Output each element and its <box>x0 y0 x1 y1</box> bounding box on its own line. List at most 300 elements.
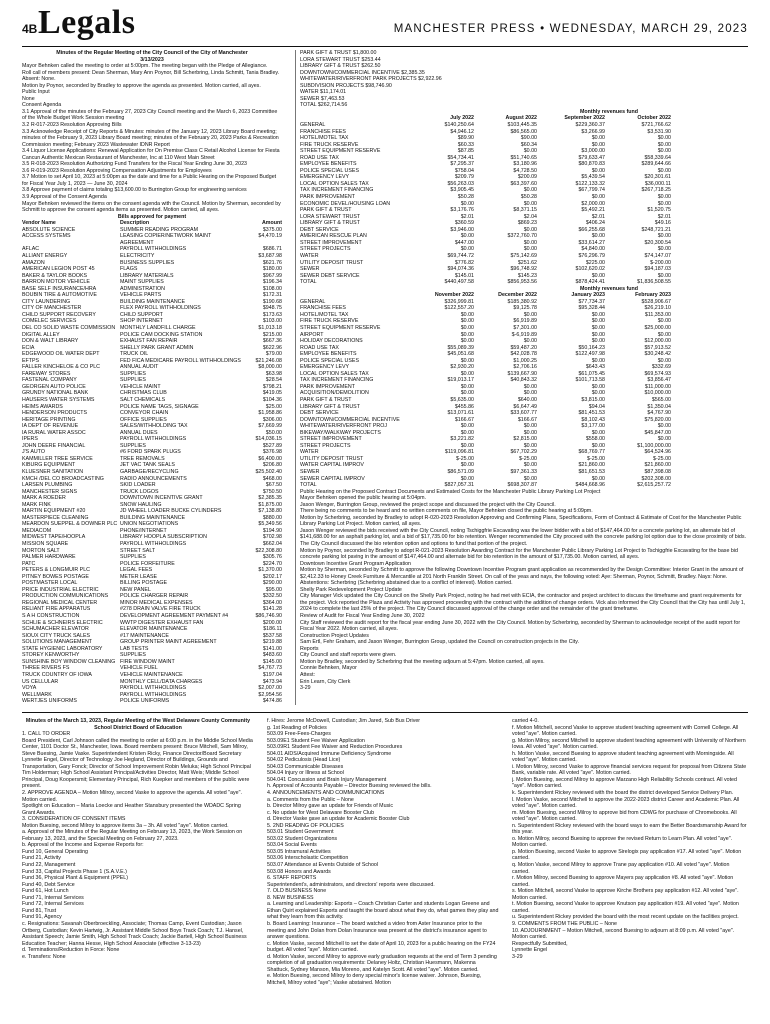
monthly-cell: $0.00 <box>657 194 671 201</box>
monthly-cell: $26,219.10 <box>644 305 671 312</box>
monthly-cell: TOTAL <box>300 482 317 489</box>
monthly-cell: $5,439.54 <box>581 174 605 181</box>
monthly-cell: $640.00 <box>517 396 537 403</box>
paragraph: 3.2 R-017-2023 Resolution Approving Bills <box>22 122 122 129</box>
monthly-cell: $75,820.00 <box>644 416 671 423</box>
monthly-cell: $145.23 <box>517 272 537 279</box>
monthly-cell: $484,668.96 <box>575 482 605 489</box>
bills-cell: $219.88 <box>262 639 282 646</box>
monthly-cell: POLICE SPECIAL USES <box>300 357 359 364</box>
monthly-cell: $856,953.56 <box>507 279 537 286</box>
monthly-cell: DEBT SERVICE <box>300 226 339 233</box>
monthly-cell: STREET PROJECTS <box>300 246 351 253</box>
monthly-cell: $122,557.20 <box>444 305 474 312</box>
bills-cell: RELIANT FIRE APPARATUS <box>22 606 91 613</box>
paragraph: Mayor Behnken opened the public hearing at 5:04pm. <box>300 495 427 502</box>
paragraph: Attest: <box>300 671 316 678</box>
bills-cell: KAMMILLER TREE SERVICE <box>22 455 93 462</box>
monthly-cell: $1,836,508.55 <box>637 279 671 286</box>
paragraph: o. Motion Milroy, second Buesing to approve the revised Return to Learn Plan. All voted "aye". Motion carried. <box>512 835 733 849</box>
bills-cell: BOUBIN TIRE & AUTOMOTIVE <box>22 292 97 299</box>
monthly-cell: $54,734.41 <box>447 154 474 161</box>
monthly-cell: $229,360.37 <box>575 122 605 129</box>
paragraph: There being no comments to be heard and no written comments on file, Mayor Behnken closed the public hearing at 5:09pm. <box>300 508 593 515</box>
paragraph: q. Motion Vaske, second Milroy to approve Trane pay application #10. All voted "aye". Motion carried. <box>512 862 730 875</box>
bills-cell: PAYROLL WITHHOLDINGS <box>120 691 187 698</box>
monthly-cell: $0.00 <box>591 311 605 318</box>
bills-cell: $306.00 <box>262 416 282 423</box>
monthly-cell: $0.00 <box>591 383 605 390</box>
monthly-cell: $81,451.53 <box>578 410 605 417</box>
monthly-cell: LOCAL OPTION SALES TAX <box>300 370 369 377</box>
monthly-cell: ECONOMIC DEVEL/HOUSING LOAN <box>300 200 391 207</box>
school-minutes-text-3 <box>512 718 748 960</box>
monthly-cell: ROAD USE TAX <box>300 154 339 161</box>
monthly-cell: TOTAL <box>300 279 317 286</box>
paragraph: 503.08 Honors and Awards <box>267 868 331 875</box>
bills-cell: SUPPLIES <box>120 377 146 384</box>
monthly-cell: $11,353.00 <box>644 311 671 318</box>
monthly-cell: $69,574.93 <box>644 370 671 377</box>
monthly-cell: $69,744.72 <box>447 252 474 259</box>
monthly-cell: $0.00 <box>657 331 671 338</box>
paragraph: 3.7 Motion to set April 10, 2023 at 5:00pm as the date and time for a Public Hearing on the Proposed Budget for Fiscal Year July 1, 2023 — June 30, 2024 <box>22 174 277 187</box>
bills-cell: REGIONAL MEDICAL CENTER <box>22 599 98 606</box>
monthly-cell: $360.59 <box>454 220 474 227</box>
monthly-cell: AMERICAN RESCUE PLAN <box>300 233 367 240</box>
paragraph: Motion by Poynor, seconded by Bradley to approve the agenda as presented. Motion carried, all ayes. <box>22 82 261 89</box>
bills-cell: RADIO ANNOUNCEMENTS <box>120 475 187 482</box>
city-minutes-continued <box>300 489 748 692</box>
bills-cell: $667.36 <box>262 338 282 345</box>
monthly-cell: $0.00 <box>657 167 671 174</box>
bills-cell: $141.00 <box>262 645 282 652</box>
bills-cell: $702.98 <box>262 534 282 541</box>
monthly-cell: GENERAL <box>300 298 326 305</box>
bills-cell: FLEX PAYROLL WITHHOLDINGS <box>120 305 201 312</box>
bills-cell: $141.28 <box>262 606 282 613</box>
monthly-header-cell: December 2022 <box>498 292 537 299</box>
monthly-cell: $698,307.87 <box>507 482 537 489</box>
bills-cell: J'S AUTO <box>22 449 45 456</box>
bills-cell: HERITAGE PRINTING <box>22 416 76 423</box>
monthly-cell: $758.04 <box>454 167 474 174</box>
bills-cell: BUILDING MAINTENANCE <box>120 298 186 305</box>
paragraph: 503.07 Attendance at Events Outside of School <box>267 862 379 869</box>
bills-cell: POLICE FORFEITURE <box>120 560 175 567</box>
monthly-header-cell: November 2022 <box>434 292 474 299</box>
monthly-cell: PARK GIFT & TRUST <box>300 207 352 214</box>
bills-cell: $180.00 <box>262 266 282 273</box>
bills-cell: POSTMASTER LOCAL <box>22 580 78 587</box>
monthly-cell: $3,221.82 <box>450 436 474 443</box>
monthly-cell: HOTEL/MOTEL TAX <box>300 135 349 142</box>
monthly-cell: $0.00 <box>460 324 474 331</box>
bills-cell: $86,746.90 <box>255 613 282 620</box>
monthly-cell: $558.00 <box>585 436 605 443</box>
monthly-cell: $0.00 <box>657 148 671 155</box>
bills-cell: $290.00 <box>262 580 282 587</box>
monthly-cell: WATER <box>300 449 319 456</box>
monthly-cell: $528,906.67 <box>641 298 671 305</box>
monthly-cell: $185,380.92 <box>507 298 537 305</box>
paragraph: WATER $11,174.01 <box>300 89 347 96</box>
bills-cell: HENDERSON PRODUCTS <box>22 410 88 417</box>
monthly-cell: $89.90 <box>457 135 474 142</box>
bills-cell: GARBAGE/RECYCLING <box>120 469 179 475</box>
monthly-header-cell: January 2023 <box>571 292 605 299</box>
monthly-cell: $57,913.52 <box>644 344 671 351</box>
bills-cell: $67.50 <box>265 482 282 489</box>
monthly-cell: $60.34 <box>520 141 537 148</box>
bills-cell: $186.11 <box>263 626 282 633</box>
paragraph: Connie Behnken, Mayor <box>300 665 357 672</box>
monthly-cell: $6,647.49 <box>513 403 537 410</box>
bills-cell: MISSION SQUARE <box>22 541 69 548</box>
bills-cell: GRUNDY NATIONAL BANK <box>22 390 89 397</box>
monthly-cell: $-25.00 <box>519 455 537 462</box>
bills-cell: OFFICE SUPPLIES <box>120 416 167 423</box>
bills-cell: CHILD SUPPORT <box>120 311 163 318</box>
bills-cell: MEARDON SUEPPEL & DOWNER PLC <box>22 521 118 528</box>
bills-cell: ELECTRICITY <box>120 252 155 259</box>
bills-cell: $172.31 <box>262 292 282 299</box>
monthly-cell: $94.04 <box>588 403 605 410</box>
monthly-cell: $0.00 <box>591 194 605 201</box>
monthly-cell: $58,339.64 <box>644 154 671 161</box>
bills-cell: ACCESS SYSTEMS <box>22 233 71 240</box>
bills-cell: SUPPLIES <box>120 370 146 377</box>
paragraph: 503.02 Student Organizations <box>267 835 338 842</box>
masthead <box>22 4 748 47</box>
monthly-cell: $0.00 <box>591 167 605 174</box>
paragraph: Consent Agenda <box>22 102 62 109</box>
paragraph: s. Motion Mitchell, second Vaske to approve Kirche Brothers pay application #12. All voted "aye". Motion carried. <box>512 888 739 901</box>
paragraph: 504.03 Communicable Diseases <box>267 763 344 770</box>
paragraph: Jason Wenger reviewed the bids received with the City Council, noting Tschiggfrie Excavating was the lower bidder with a bid of $147,464.00 for a concrete parking lot, an alternate bid of $141,688.00 for an asphalt parking lot, and a bid of $17,735.00 for bio retention. Wenger recommended the City proceed with the concrete parking lot option due to the close proximity of bids. The City Council discussed the bio retention option and options to fund that portion of the project. <box>300 527 746 548</box>
bills-cell: $305.76 <box>262 554 282 561</box>
bills-cell: MARK A ROEDER <box>22 495 66 502</box>
monthly-cell: LIBRARY GIFT & TRUST <box>300 220 360 227</box>
monthly-cell: $122,133.32 <box>575 180 605 187</box>
paragraph: 1. CALL TO ORDER <box>22 731 71 738</box>
monthly-cell: $20,301.61 <box>644 174 671 181</box>
paragraph: 5. 2ND READING OF POLICIES <box>267 822 344 829</box>
bills-cell: CHRISTMAS CLUB <box>120 390 167 397</box>
paragraph: LORA STEWART TRUST $253.44 <box>300 56 381 63</box>
bills-cell: IPERS <box>22 436 38 443</box>
bills-cell: ABSOLUTE SCIENCE <box>22 226 76 233</box>
bills-cell: S A H CONSTRUCTION <box>22 613 80 620</box>
monthly-cell: $20,300.54 <box>644 239 671 246</box>
monthly-cell: LOCAL OPTION SALES TAX <box>300 180 369 187</box>
section-title: Legals <box>38 4 136 41</box>
monthly-cell: $74,147.07 <box>644 252 671 259</box>
bills-header-cell: Vendor Name <box>22 220 56 227</box>
paragraph: Roll call of members present: Dean Sherman, Mary Ann Poynor, Bill Scherbring, Linda Schmitt, Tania Bradley. <box>22 69 280 76</box>
monthly-cell: $76,296.79 <box>578 252 605 259</box>
monthly-cell: $0.00 <box>460 475 474 482</box>
monthly-cell: STREET IMPROVEMENT <box>300 436 362 443</box>
paragraph: h. Motion Vaske, second Buesing to approve student teaching agreement with Morningside. All voted "aye". Motion carried. <box>512 750 734 764</box>
bills-cell: $376.98 <box>262 449 282 456</box>
bills-cell: $22,308.80 <box>255 547 282 554</box>
monthly-cell: $-25.00 <box>456 455 474 462</box>
monthly-cell: $2.01 <box>657 213 671 220</box>
paragraph: Motion Buesing, second Milroy to approve items 3a – 3h. All voted "aye". Motion carried. <box>22 822 229 829</box>
bills-cell: JD WHEEL LOADER BUCKE CYLINDERS <box>120 508 222 515</box>
monthly-cell: $0.00 <box>657 246 671 253</box>
monthly-cell: $0.00 <box>460 233 474 240</box>
city-minutes-left-column <box>22 50 282 705</box>
bills-cell: JOHN DEERE FINANCIAL <box>22 442 86 449</box>
bills-cell: $483.60 <box>262 652 282 659</box>
school-minutes-text-1 <box>22 731 254 960</box>
bills-cell: $197.04 <box>262 671 282 678</box>
monthly-cell: $0.00 <box>523 383 537 390</box>
monthly-cell: $0.00 <box>460 357 474 364</box>
section-divider <box>22 712 748 713</box>
paragraph: Mayor Behnken reviewed the items on the consent agenda with the Council. Motion by Sherman, seconded by Schmitt to approve the consent agenda items as presented. Motion carried, all ayes. <box>22 200 281 214</box>
monthly-cell: $0.00 <box>657 233 671 240</box>
monthly-cell: $406.24 <box>585 220 605 227</box>
monthly-cell: $19,013.17 <box>447 377 474 384</box>
paragraph: Jason Wenger, Burrington Group, reviewed the project scope and discussed the project with the City Council. <box>300 501 556 508</box>
bills-cell: KMCH /DEL CO BROADCASTING <box>22 475 104 482</box>
monthly-cell: $67,799.74 <box>578 187 605 194</box>
bills-cell: BUILDING MAINTENANCE <box>120 514 186 521</box>
paragraph: 3.6 R-019-2023 Resolution Approving Compensation Adjustments for Employees <box>22 167 212 174</box>
bills-cell: KIBURG EQUIPMENT <box>22 462 76 469</box>
bills-cell: VEHICLE MAINT <box>120 383 161 390</box>
bills-cell: $79.00 <box>265 351 282 358</box>
monthly-cell: $827,057.31 <box>444 482 474 489</box>
monthly-cell: WATER CAPITAL IMPROV <box>300 462 364 469</box>
bills-cell: SUPPLIES <box>120 652 146 659</box>
monthly-cell: $-6,919.89 <box>511 331 537 338</box>
monthly-cell: $4,728.50 <box>513 167 537 174</box>
bills-cell: CITY OF MANCHESTER <box>22 305 82 312</box>
bills-cell: $194.90 <box>262 527 282 534</box>
paragraph: 504.04 Injury or Illness at School <box>267 770 344 777</box>
bills-cell: PRICE INDUSTRIAL ELECTRIC <box>22 586 99 593</box>
paragraph: f. Hires: Jerome McDowell, Custodian; Jim Jared, Sub Bus Driver <box>267 718 421 724</box>
bills-cell: $8,000.00 <box>258 364 282 371</box>
monthly-cell: $145.01 <box>454 272 474 279</box>
monthly-cell: $3,000.00 <box>581 148 605 155</box>
paragraph: Motion by Bradley, seconded by Scherbring that the meeting adjourn at 5:47pm. Motion carried, all ayes. <box>300 658 545 665</box>
monthly-cell: $0.00 <box>523 239 537 246</box>
monthly-cell: $289,644.66 <box>641 161 671 168</box>
monthly-cell: $63,397.60 <box>510 180 537 187</box>
monthly-cell: $64,524.96 <box>644 449 671 456</box>
paragraph: Spotlight on Education – Maria Loecke and Heather Stansbury presented the WDADC Spring Grant Awards. <box>22 803 241 816</box>
monthly-cell: $0.00 <box>591 331 605 338</box>
paragraph: WHITEWATER/RIVERFRONT PARK PROJECTS $2,922.96 <box>300 76 442 83</box>
bills-cell: POLICE CHARGER REPAIR <box>120 593 189 600</box>
monthly-cell: FRANCHISE FEES <box>300 305 346 312</box>
bills-cell: IA RURAL WATER ASSOC <box>22 429 86 436</box>
monthly-cell: $7,295.37 <box>450 161 474 168</box>
bills-cell: DOWNTOWN INCENTIVE GRANT <box>120 495 203 502</box>
monthly-cell: UTILITY DEPOSIT TRUST <box>300 259 364 266</box>
paragraph: 503.06 Interscholastic Competition <box>267 855 349 862</box>
bills-cell: MIDWEST TAPE/HOOPLA <box>22 534 86 541</box>
paragraph: 10. ADJOURNMENT – Motion Mitchell, second Buesing to adjourn at 8:09 p.m. All voted "aye". Motion carried. <box>512 927 735 941</box>
bills-cell: ANNUAL DUES <box>120 429 158 436</box>
bills-cell: DEL CO SOLID WASTE COMMISSION <box>22 324 116 331</box>
paragraph: l. Motion Vaske, second Mitchell to approve the 2022-2023 district Career and Academic Plan. All voted "aye". Motion carried. <box>512 796 740 810</box>
monthly-cell: $80,870.83 <box>578 161 605 168</box>
monthly-cell: $45,847.00 <box>644 429 671 436</box>
bills-cell: $21,246.08 <box>255 357 282 364</box>
monthly-cell: ACQUISITION/DEMOLITION <box>300 390 369 397</box>
bills-cell: PHONE/INTERNET <box>120 527 167 534</box>
bills-cell: EDGEWOOD OIL WATER DEPT <box>22 351 100 358</box>
paragraph: 8. NEW BUSINESS <box>267 894 314 901</box>
bills-cell: VOYA <box>22 685 37 692</box>
paragraph: e. Transfers: None <box>22 953 66 960</box>
bills-cell: $537.58 <box>262 632 282 639</box>
monthly-cell: $13,071.61 <box>447 410 474 417</box>
monthly-cell: $2,815.00 <box>513 436 537 443</box>
monthly-cell: $0.00 <box>591 429 605 436</box>
bills-cell: PAYROLL WITHHOLDINGS <box>120 436 187 443</box>
monthly-cell: HOTEL/MOTEL TAX <box>300 311 349 318</box>
monthly-cell: $225.00 <box>585 259 605 266</box>
bills-cell: CHILD SUPPORT RECOVERY <box>22 311 96 318</box>
monthly-header-cell: July 2022 <box>450 115 474 122</box>
monthly-header-cell: October 2022 <box>637 115 671 122</box>
bills-cell: BILLING POSTAGE <box>120 580 167 587</box>
monthly-cell: $202,308.00 <box>641 475 671 482</box>
monthly-cell: $776.82 <box>454 259 474 266</box>
monthly-cell: $440,497.58 <box>444 279 474 286</box>
bills-cell: MARK FINK <box>22 501 51 508</box>
bills-cell: $200.00 <box>262 619 282 626</box>
school-minutes-title: Minutes of the March 13, 2023, Regular Meeting of the West Delaware County Community School District Board of Education <box>25 718 251 731</box>
monthly-cell: $372,760.70 <box>507 233 537 240</box>
monthly-cell: LIBRARY GIFT & TRUST <box>300 403 360 410</box>
paragraph: c. Motion Vaske, second Mitchell to set the date of April 10, 2023 for a public hearing on the FY24 budget. All voted "aye". Motion carried. <box>267 940 496 954</box>
bills-cell: BARRON MOTOR VEHICLE <box>22 279 90 286</box>
paragraph: t. Motion Buesing, second Vaske to approve Knutson pay application #19. All voted "aye". Motion carried. <box>512 901 739 914</box>
bills-cell: FAREWAY STORES <box>22 370 71 377</box>
monthly-cell: TAX INCREMENT FINANCING <box>300 377 374 384</box>
monthly-cell: $1,000.25 <box>513 357 537 364</box>
paragraph: a. Learning and Leadership: Esports – Coach Christian Carter and students Logan Greene and Ethan Quirt explained Esports and taught the board about what they do, what games they play and what they learn from this activity. <box>267 901 499 921</box>
monthly-cell: $90.00 <box>520 135 537 142</box>
bills-cell: $3,687.98 <box>258 252 282 259</box>
paragraph: 503.09 Free-Fees-Charges <box>267 731 331 738</box>
monthly-cell: $0.00 <box>460 390 474 397</box>
monthly-cell: FIRE TRUCK RESERVE <box>300 318 359 325</box>
bills-cell: LIBRARY HOOPLA SUBSCRIPTION <box>120 534 207 541</box>
monthly-cell: EMERGENCY LEVY <box>300 174 350 181</box>
paragraph: carried 4-0. <box>512 718 539 724</box>
bills-cell: CONVEYOR CHAIN <box>120 410 169 417</box>
paragraph: Fund 33, Capital Projects Phase 1 (S.A.V.E.) <box>22 868 127 875</box>
monthly-cell: $166.67 <box>517 416 537 423</box>
monthly-cell: $0.00 <box>591 475 605 482</box>
monthly-cell: $3,180.96 <box>513 161 537 168</box>
paragraph: 3-29 <box>300 685 311 692</box>
bills-cell: DON & WALT LIBRARY <box>22 338 79 345</box>
paragraph: 504.01 AIDS/Acquired Immune Deficiency Syndrome <box>267 750 392 757</box>
paragraph: Fund 81, Trust <box>22 907 57 914</box>
bills-cell: METER LEASE <box>120 573 158 580</box>
monthly-cell: $0.00 <box>523 475 537 482</box>
paragraph: 3-29 <box>512 953 523 960</box>
paragraph: Fund 21, Activity <box>22 855 61 862</box>
bills-cell: EXHAUST FAN REPAIR <box>120 338 178 345</box>
bills-cell: MAINT SUPPLIES <box>120 279 164 286</box>
bills-cell: JET VAC TANK SEALS <box>120 462 175 469</box>
monthly-cell: AIRPORT <box>300 331 324 338</box>
paragraph: Sam Ertl, Fehr Graham, and Jason Wenger, Burrington Group, updated the Council on construction projects in the City. <box>300 639 579 646</box>
bills-cell: $1,013.18 <box>258 324 282 331</box>
monthly-header-cell: September 2022 <box>564 115 605 122</box>
monthly-cell: PARK GIFT & TRUST <box>300 396 352 403</box>
monthly-cell: $51,740.65 <box>510 154 537 161</box>
paragraph: City Manager Vick updated the City Council on the Shelly Park Project, noting he had met with ECIA, the contractor and project architect to discuss the timeframe and grant requirements for the project. Vick reported the Plaza and Activity has approved proceeding with the contract with the addition of change orders. Vick also informed the City Council that the City has until July 1, 2024 to complete the last 25% of the project. The City Council discussed approval of the change order and the remainder of the grant timeframe. <box>300 593 746 613</box>
bills-cell: $215.00 <box>262 331 282 338</box>
bills-cell: WWTP DIGESTER EXHAUST FAN <box>120 619 204 626</box>
bills-cell: $880.00 <box>262 514 282 521</box>
bills-cell: BASE SELF INSURANCE/HRA <box>22 285 97 292</box>
monthly-cell: $61,075.45 <box>578 370 605 377</box>
bills-cell: $2,954.56 <box>258 691 282 698</box>
paragraph: c. Resignations: Savanah Oberbroeckling, Associate; Thomas Camp, Event Custodian; Jason Ortberg, Custodian; Kevin Hartwig, Jr. Assistant Middle School Boys Track Coach; T.J. Hansel, Assistant Speech; Jamie Smith, High School Track Coach; Jackie Bartell, High School Business Education Teacher; Hanna Hesse, High School Associate (effective 3-13-23) <box>22 920 247 947</box>
monthly-cell: $643.43 <box>585 364 605 371</box>
monthly-cell: $0.00 <box>657 423 671 430</box>
monthly-cell: $94,187.03 <box>644 266 671 273</box>
paragraph: 7. OLD BUSINESS None <box>267 888 327 895</box>
bills-cell: $7,669.99 <box>258 423 282 430</box>
bills-cell: $474.86 <box>262 698 282 705</box>
bills-cell: KLUESNER SANITATION <box>22 469 84 475</box>
bills-cell: LEGAL FEES <box>120 567 153 574</box>
bills-cell: TREE REMOVALS <box>120 455 165 462</box>
monthly-cell: $0.00 <box>460 442 474 449</box>
bills-cell: $224.70 <box>262 560 282 567</box>
city-minutes-paragraphs <box>22 63 282 214</box>
monthly-cell: $3,905.45 <box>450 187 474 194</box>
paragraph: None <box>22 95 35 102</box>
monthly-cell: $0.00 <box>460 311 474 318</box>
paragraph: a. Comments from the Public – None <box>267 796 354 803</box>
bills-cell: PRODUCTION COMMUNICATIONS <box>22 593 109 600</box>
bills-cell: #278 DRAIN VALVE FIRE TRUCK <box>120 606 201 613</box>
paragraph: r. Motion Milroy, second Buesing to approve Mayers pay application #8. All voted "aye". Motion carried. <box>512 875 734 888</box>
bills-cell: SALES/WITHHOLDING TAX <box>120 423 188 430</box>
monthly-cell: $139,667.90 <box>507 370 537 377</box>
monthly-cell: $0.00 <box>523 390 537 397</box>
paragraph: Superintendent's, administrators, and directors' reports were discussed. <box>267 881 435 888</box>
bills-cell: $1,370.00 <box>258 567 282 574</box>
monthly-cell: $0.00 <box>523 462 537 469</box>
paragraph: u. Superintendent Rickey provided the board with the most recent update on the facilities project. <box>512 914 739 921</box>
monthly-cell: $2,930.20 <box>450 364 474 371</box>
bills-cell: $95.00 <box>265 586 282 593</box>
bills-cell: $206.80 <box>262 462 282 469</box>
monthly-cell: $-200.00 <box>650 259 671 266</box>
bills-cell: PITNEY BOWES POSTAGE <box>22 573 89 580</box>
bills-cell: MINOR MEDICAL EXPENSES <box>120 599 193 606</box>
paragraph: d. Director Vaske gave an update for Academic Booster Club <box>267 816 410 823</box>
bills-header-cell: Amount <box>261 220 282 227</box>
bills-cell: NEW PANEL <box>120 586 151 593</box>
